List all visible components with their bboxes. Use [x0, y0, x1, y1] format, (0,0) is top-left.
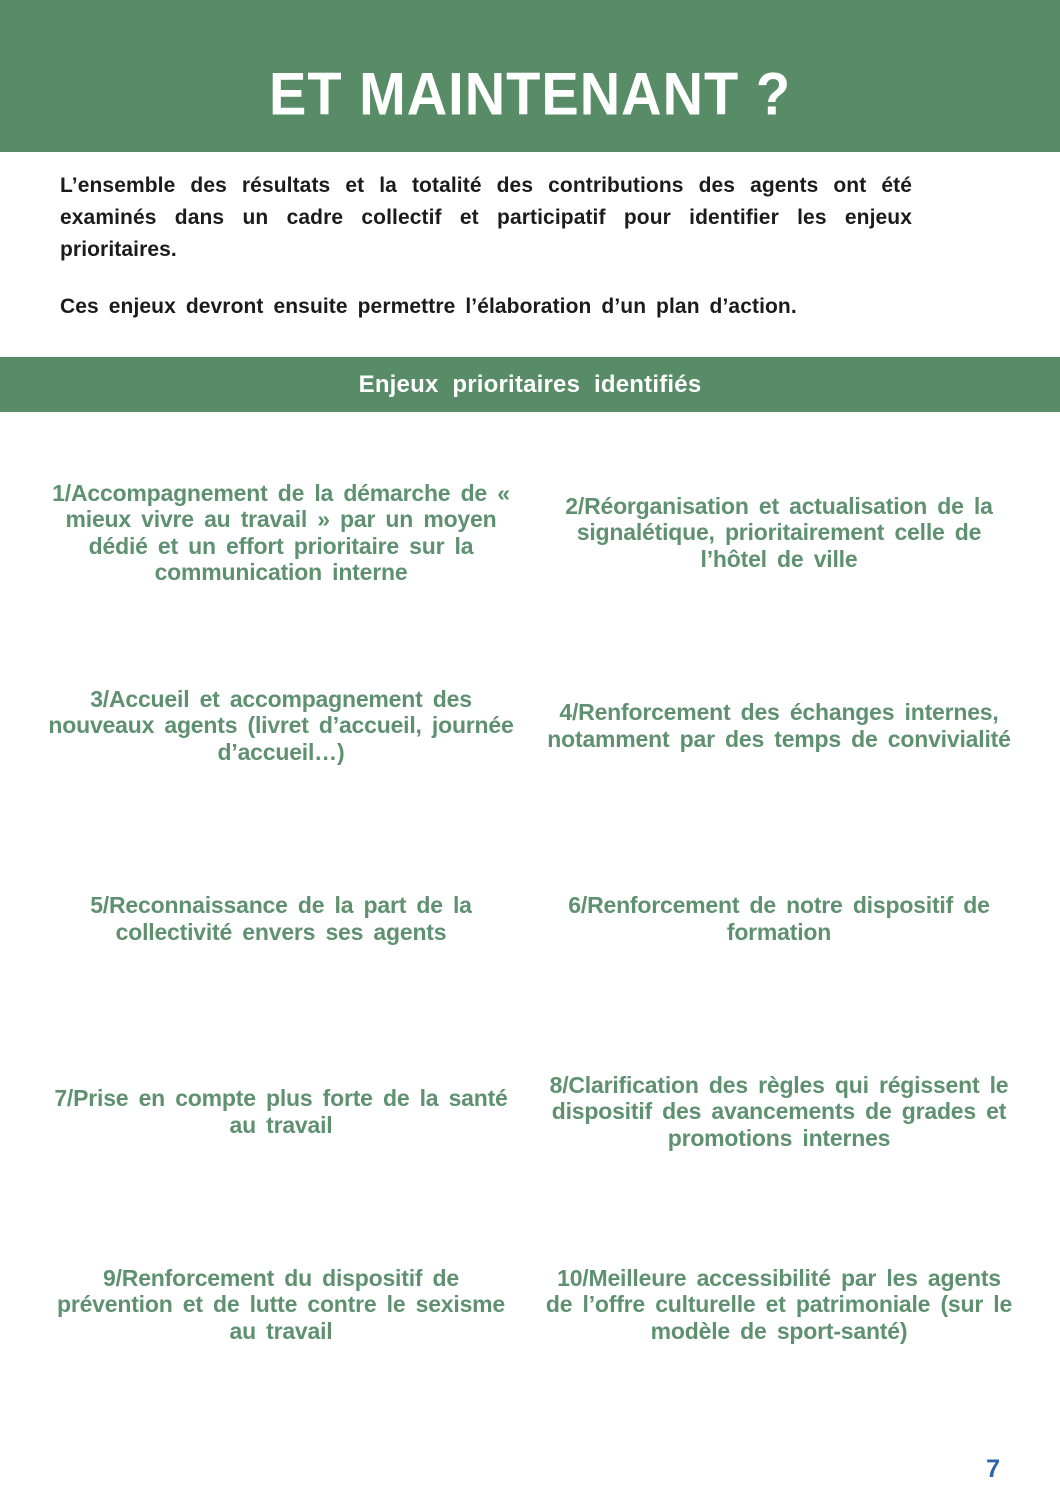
page-title: ET MAINTENANT ?: [268, 58, 792, 128]
priority-items-grid: [40, 436, 1020, 1401]
section-heading-bar: [0, 357, 1060, 412]
intro-paragraph-1: L’ensemble des résultats et la totalité des contributions des agents ont été examinés dans un cadre collectif et participatif pour identifier les enjeux prioritaires.: [60, 174, 912, 261]
priority-item-9: 9/Renforcement du dispositif de prévention et de lutte contre le sexisme au travail: [56, 1264, 506, 1344]
list-item: [538, 1208, 1020, 1401]
priority-item-1: 1/Accompagnement de la démarche de « mieux vivre au travail » par un moyen dédié et un effort prioritaire sur la communication interne: [52, 479, 510, 585]
priority-item-5: 5/Reconnaissance de la part de la collectivité envers ses agents: [90, 892, 472, 945]
list-item: [538, 436, 1020, 629]
list-item: [40, 436, 522, 629]
section-heading: Enjeux prioritaires identifiés: [358, 370, 702, 398]
intro-paragraph-2: Ces enjeux devront ensuite permettre l’élaboration d’un plan d’action.: [60, 295, 797, 318]
list-item: [538, 629, 1020, 822]
list-item: [538, 1015, 1020, 1208]
list-item: [40, 1208, 522, 1401]
priority-item-8: 8/Clarification des règles qui régissent le dispositif des avancements de grades et promotions internes: [549, 1071, 1009, 1151]
priority-item-6: 6/Renforcement de notre dispositif de formation: [568, 892, 990, 945]
list-item: [40, 822, 522, 1015]
priority-item-7: 7/Prise en compte plus forte de la santé au travail: [54, 1085, 508, 1138]
intro-section: [60, 170, 912, 323]
page-number: 7: [986, 1455, 1000, 1483]
priority-item-3: 3/Accueil et accompagnement des nouveaux agents (livret d’accueil, journée d’accueil…): [48, 685, 514, 765]
priority-item-4: 4/Renforcement des échanges internes, notamment par des temps de convivialité: [547, 699, 1011, 752]
list-item: [40, 1015, 522, 1208]
priority-item-10: 10/Meilleure accessibilité par les agents de l’offre culturelle et patrimoniale (sur le modèle de sport-santé): [545, 1264, 1013, 1344]
list-item: [538, 822, 1020, 1015]
priority-item-2: 2/Réorganisation et actualisation de la signalétique, prioritairement celle de l’hôtel de ville: [565, 492, 993, 572]
header-banner: [0, 0, 1060, 152]
list-item: [40, 629, 522, 822]
